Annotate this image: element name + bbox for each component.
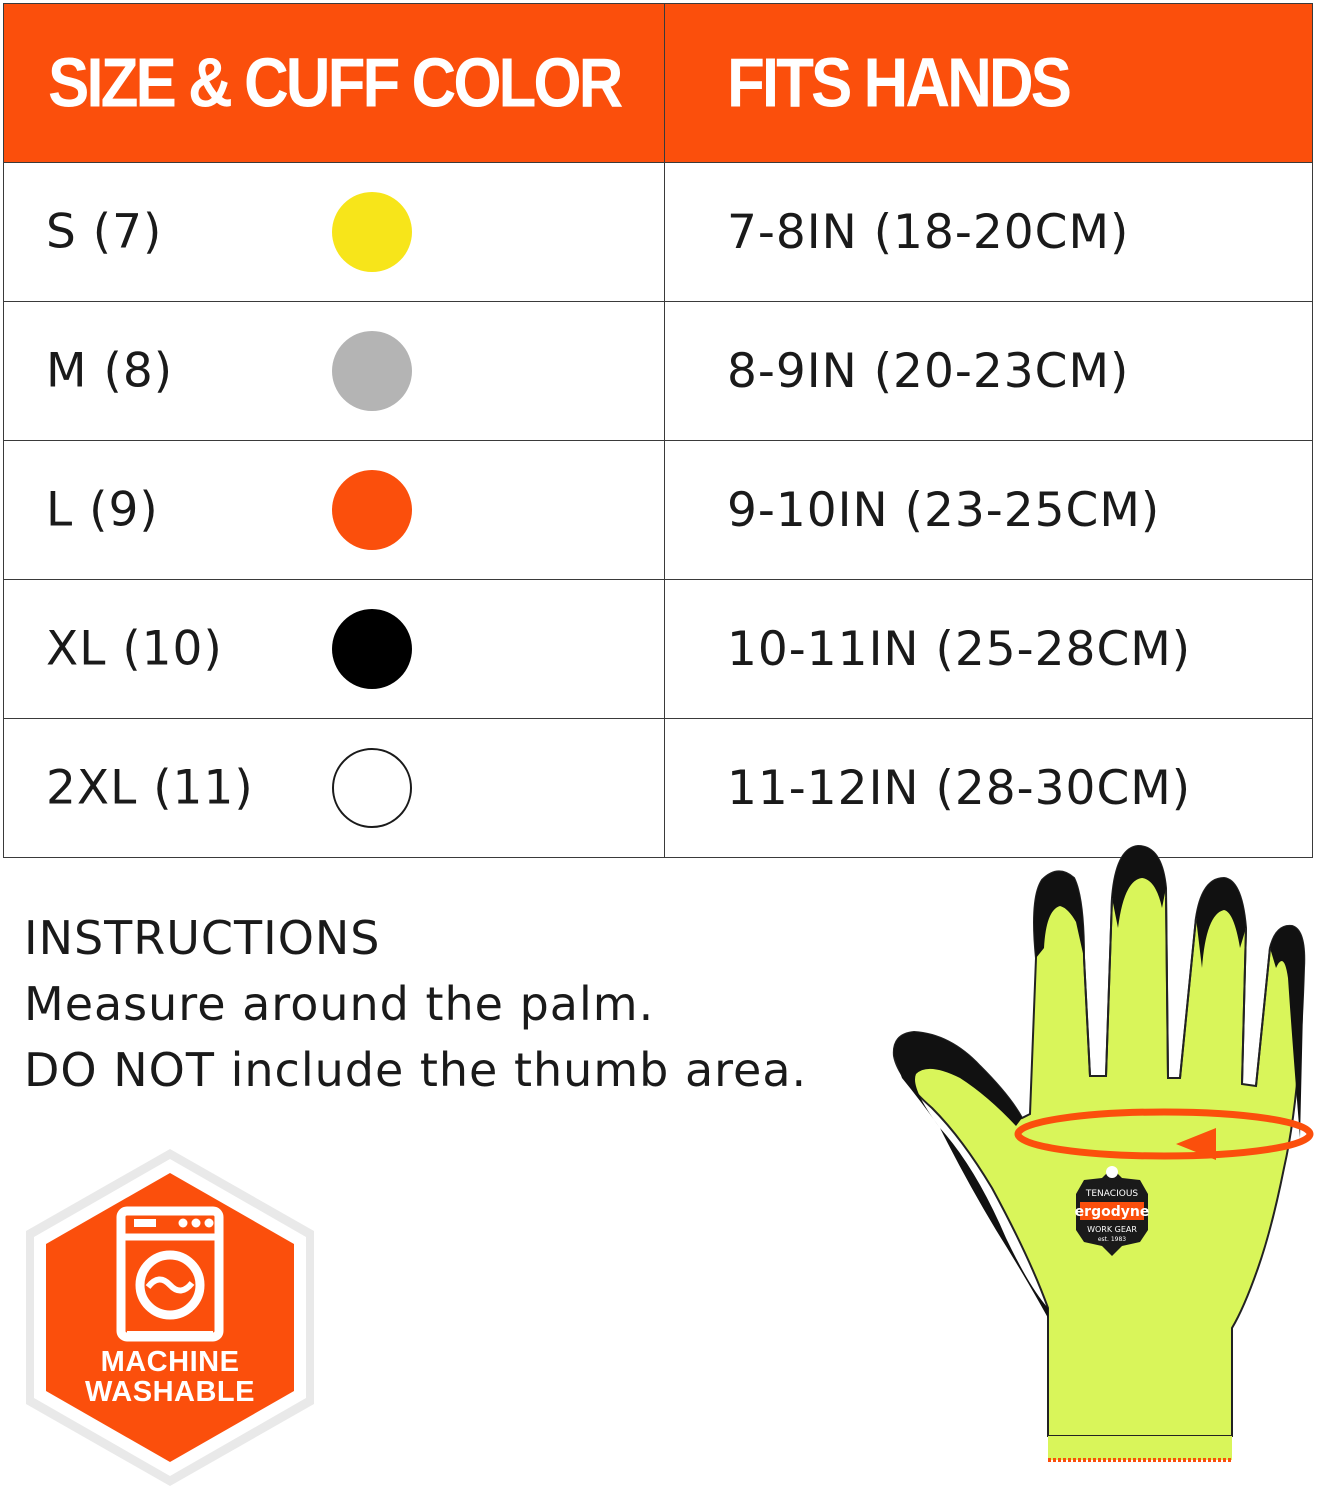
- badge-line-1: MACHINE: [100, 1346, 240, 1378]
- fit-range: 8-9IN (20-23CM): [665, 302, 1313, 441]
- glove-cuff: [1048, 1436, 1232, 1460]
- size-cell: [4, 163, 665, 302]
- size-label: 2XL (11): [46, 760, 254, 816]
- logo-est-text: est. 1983: [1097, 1236, 1127, 1243]
- fit-range: 10-11IN (25-28CM): [665, 580, 1313, 719]
- cuff-color-dot: [332, 331, 412, 411]
- size-label: XL (10): [46, 621, 223, 677]
- cuff-color-dot: [332, 609, 412, 689]
- logo-bottom-text: WORK GEAR: [1087, 1225, 1137, 1234]
- size-label: S (7): [46, 204, 163, 260]
- instructions-block: [24, 905, 807, 1103]
- size-cell: [4, 302, 665, 441]
- fit-range: 9-10IN (23-25CM): [665, 441, 1313, 580]
- table-row: [4, 580, 1313, 719]
- size-chart-table: [3, 3, 1313, 858]
- instructions-title: INSTRUCTIONS: [24, 911, 381, 965]
- cuff-color-dot: [332, 192, 412, 272]
- header-size-cuff-color: SIZE & CUFF COLOR: [4, 4, 665, 163]
- badge-line-2: WASHABLE: [85, 1376, 255, 1408]
- instructions-line-1: Measure around the palm.: [24, 977, 655, 1031]
- fit-range: 7-8IN (18-20CM): [665, 163, 1313, 302]
- fit-range: 11-12IN (28-30CM): [665, 719, 1313, 858]
- table-header-row: [4, 4, 1313, 163]
- instructions-line-2: DO NOT include the thumb area.: [24, 1043, 808, 1097]
- cuff-color-dot: [332, 748, 412, 828]
- size-cell: [4, 441, 665, 580]
- size-label: M (8): [46, 343, 174, 399]
- glove-illustration: [880, 838, 1320, 1468]
- header-fits-hands: FITS HANDS: [665, 4, 1313, 163]
- table-row: [4, 163, 1313, 302]
- logo-top-text: TENACIOUS: [1085, 1189, 1139, 1199]
- size-cell: [4, 580, 665, 719]
- table-row: [4, 302, 1313, 441]
- table-row: [4, 441, 1313, 580]
- table-row: [4, 719, 1313, 858]
- hexagon-badge-shape: [20, 1145, 320, 1490]
- size-cell: [4, 719, 665, 858]
- size-label: L (9): [46, 482, 159, 538]
- logo-brand-text: ergodyne: [1074, 1204, 1150, 1220]
- machine-washable-badge: [20, 1145, 320, 1490]
- cuff-color-dot: [332, 470, 412, 550]
